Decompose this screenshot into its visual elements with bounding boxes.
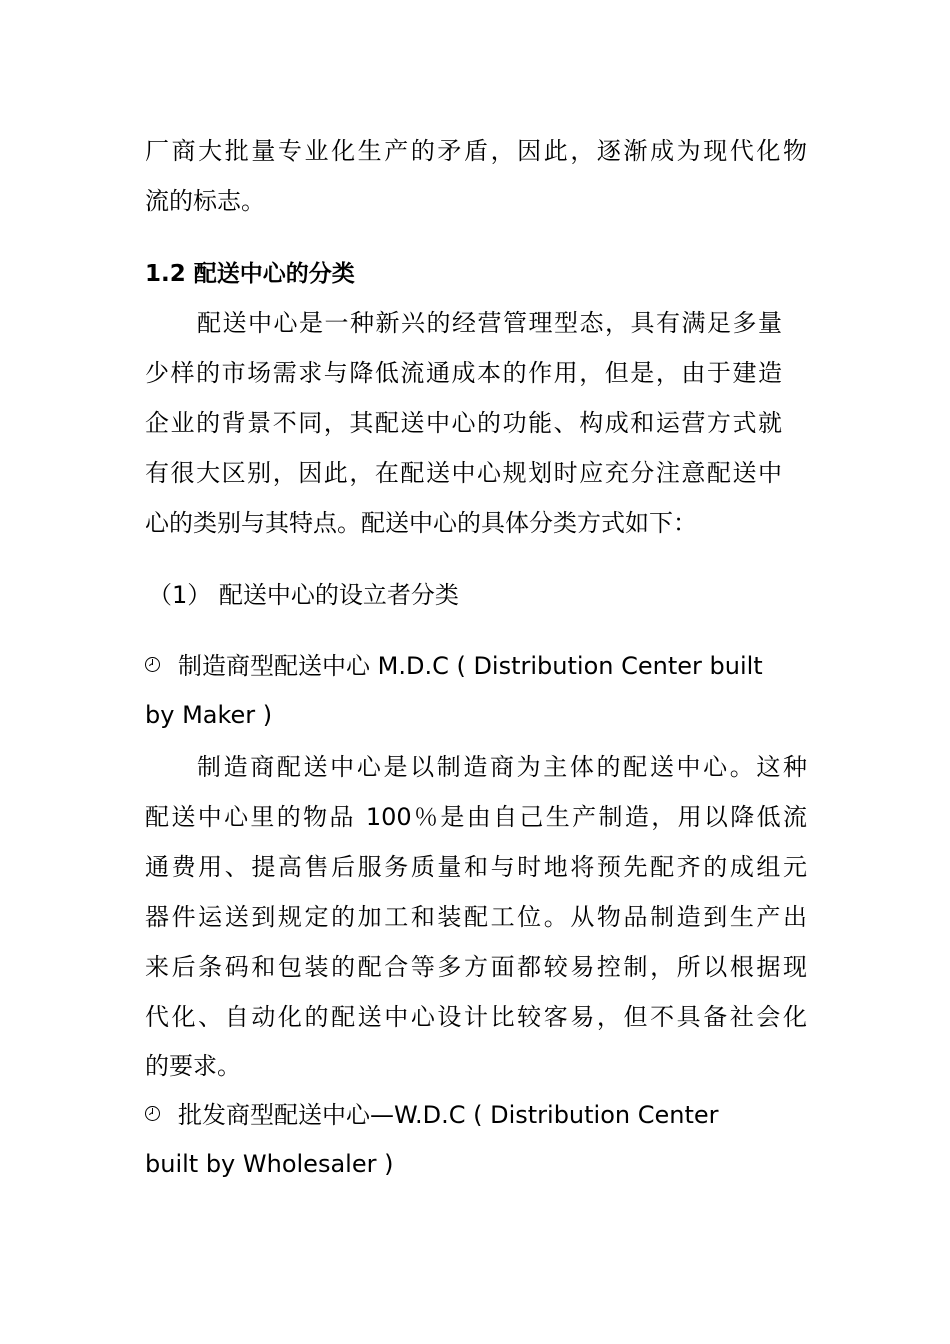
paragraph-line: 有很大区别，因此，在配送中心规划时应充分注意配送中 xyxy=(145,459,782,487)
paragraph-line: 流的标志。 xyxy=(145,187,265,215)
paragraph-line: 企业的背景不同，其配送中心的功能、构成和运营方式就 xyxy=(145,409,782,437)
paragraph-line: 制造商配送中心是以制造商为主体的配送中心。这种 xyxy=(197,753,807,781)
subsection-title: （1） 配送中心的设立者分类 xyxy=(148,581,459,609)
clock-icon xyxy=(145,657,160,672)
clock-icon xyxy=(145,1106,160,1121)
paragraph-line: 少样的市场需求与降低流通成本的作用，但是，由于建造 xyxy=(145,359,782,387)
paragraph-line: 心的类别与其特点。配送中心的具体分类方式如下： xyxy=(145,509,697,537)
paragraph-line: 配送中心里的物品 100％是由自己生产制造，用以降低流 xyxy=(145,803,807,831)
paragraph-line: 通费用、提高售后服务质量和与时地将预先配齐的成组元 xyxy=(145,853,807,881)
section-heading: 1.2 配送中心的分类 xyxy=(145,261,355,287)
bullet-item xyxy=(145,1100,807,1130)
paragraph-line: 代化、自动化的配送中心设计比较客易，但不具备社会化 xyxy=(145,1003,807,1031)
paragraph-line: 配送中心是一种新兴的经营管理型态，具有满足多量 xyxy=(197,309,782,337)
paragraph-line: 器件运送到规定的加工和装配工位。从物品制造到生产出 xyxy=(145,903,807,931)
paragraph-line: 来后条码和包装的配合等多方面都较易控制，所以根据现 xyxy=(145,953,807,981)
paragraph-line: 的要求。 xyxy=(145,1052,241,1080)
bullet-text: 制造商型配送中心 M.D.C ( Distribution Center built xyxy=(178,652,763,680)
paragraph-line: 厂商大批量专业化生产的矛盾，因此，逐渐成为现代化物 xyxy=(145,137,807,165)
paragraph-line: by Maker ) xyxy=(145,701,273,729)
bullet-item xyxy=(145,651,807,681)
paragraph-line: built by Wholesaler ) xyxy=(145,1150,394,1178)
bullet-text: 批发商型配送中心—W.D.C ( Distribution Center xyxy=(178,1101,719,1129)
